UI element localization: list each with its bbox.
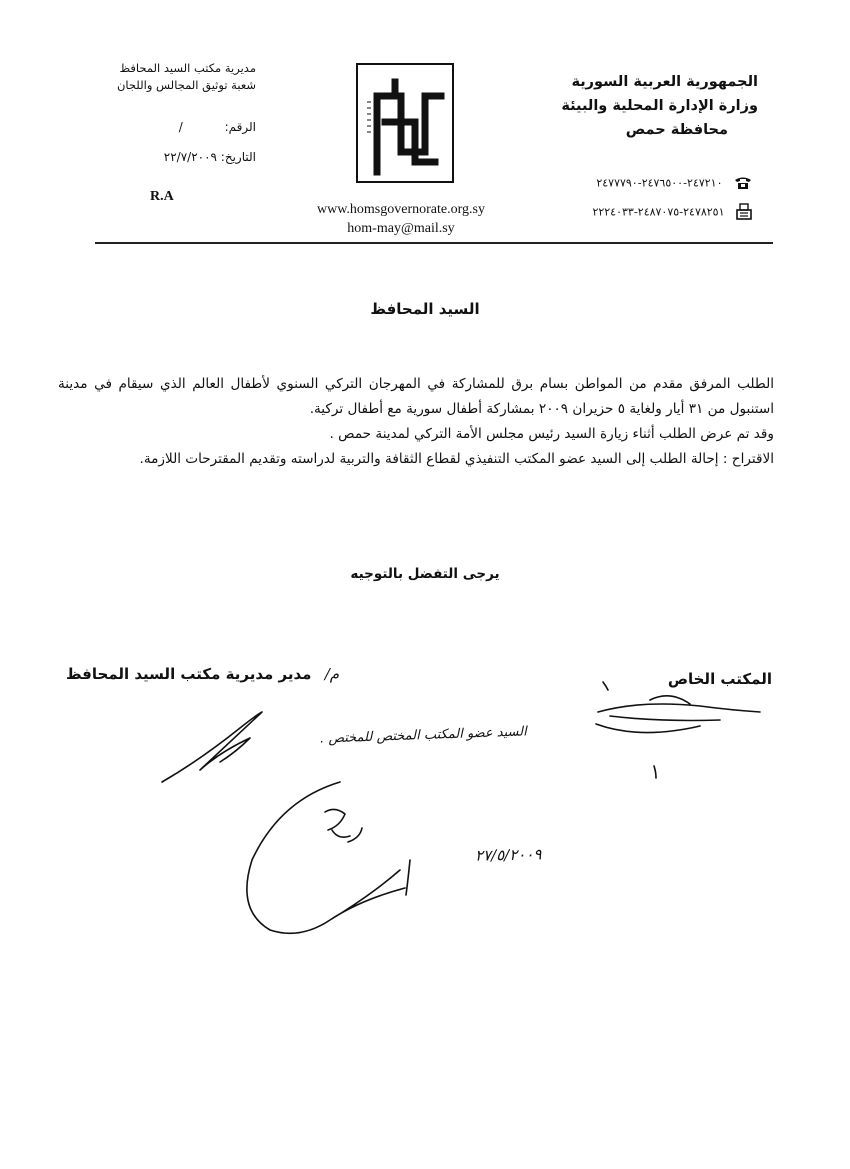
paragraph-presentation: وقد تم عرض الطلب أثناء زيارة السيد رئيس مجلس الأمة التركي لمدينة حمص . (329, 426, 774, 442)
director-title: مدير مديرية مكتب السيد المحافظ (66, 665, 312, 683)
contact-web (312, 200, 490, 238)
governorate-logo-icon (355, 62, 455, 184)
private-office-signature: المكتب الخاص (667, 670, 772, 688)
paragraph-proposal: الاقتراح : إحالة الطلب إلى السيد عضو المكتب التنفيذي لقطاع الثقافة والتربية لدراسته وتقديم المقترحات اللازمة. (139, 451, 774, 467)
phone-row (512, 176, 752, 190)
fax-numbers: ٢٤٧٨٢٥١-٢٤٨٧٠٧٥-٢٢٢٤٠٣٣ (592, 205, 725, 219)
salutation: السيد المحافظ (370, 300, 480, 318)
director-prefix: م/ (324, 665, 340, 683)
telephone-icon (734, 176, 752, 190)
vertical-stroke (406, 860, 410, 895)
date-row (96, 150, 256, 164)
large-loop-scribble (247, 782, 405, 933)
office-line-2: شعبة توثيق المجالس واللجان (116, 78, 256, 92)
tick-mark (654, 766, 656, 778)
date-value: ٢٢/٧/٢٠٠٩ (163, 150, 217, 164)
paragraph-request: الطلب المرفق مقدم من المواطن بسام برق للمشاركة في المهرجان التركي السنوي لأطفال العالم الذي سيقام في مدينة استنبول من ٣١ أيار ولغاية ٥ حزيران ٢٠٠٩ بمشاركة أطفال سورية مع أطفال تركية. (58, 376, 774, 417)
ministry-name: وزارة الإدارة المحلية والبيئة (561, 98, 758, 114)
small-mark (603, 682, 608, 690)
private-office-scribble (596, 696, 760, 733)
office-header (96, 60, 256, 94)
typist-initials: R.A (150, 189, 174, 204)
reference-label: الرقم: (224, 120, 256, 134)
republic-name: الجمهورية العربية السورية (571, 74, 758, 90)
email-link[interactable]: hom-may@mail.sy (347, 221, 455, 236)
fax-row (512, 203, 752, 221)
ministry-header (528, 70, 758, 142)
letter-body (58, 372, 774, 472)
director-signature-block (66, 665, 339, 683)
phone-numbers: ٢٤٧٢١٠-٢٤٧٦٥٠٠-٢٤٧٧٧٩٠ (596, 176, 723, 190)
fax-icon (736, 203, 752, 221)
reference-row (96, 120, 256, 134)
director-scribble (162, 712, 262, 782)
website-link[interactable]: www.homsgovernorate.org.sy (317, 202, 485, 217)
closing-request: يرجى التفضل بالتوجيه (350, 566, 500, 582)
header-divider (95, 242, 773, 244)
office-line-1: مديرية مكتب السيد المحافظ (119, 61, 256, 75)
handwritten-referral: السيد عضو المكتب المختص للمختص . (319, 724, 527, 747)
handwritten-date: ٢٧/٥/٢٠٠٩ (474, 845, 542, 865)
reference-value: / (178, 120, 183, 134)
governorate-name: محافظة حمص (625, 122, 728, 138)
date-label: التاريخ: (220, 150, 256, 164)
initials-scribble (325, 809, 362, 842)
